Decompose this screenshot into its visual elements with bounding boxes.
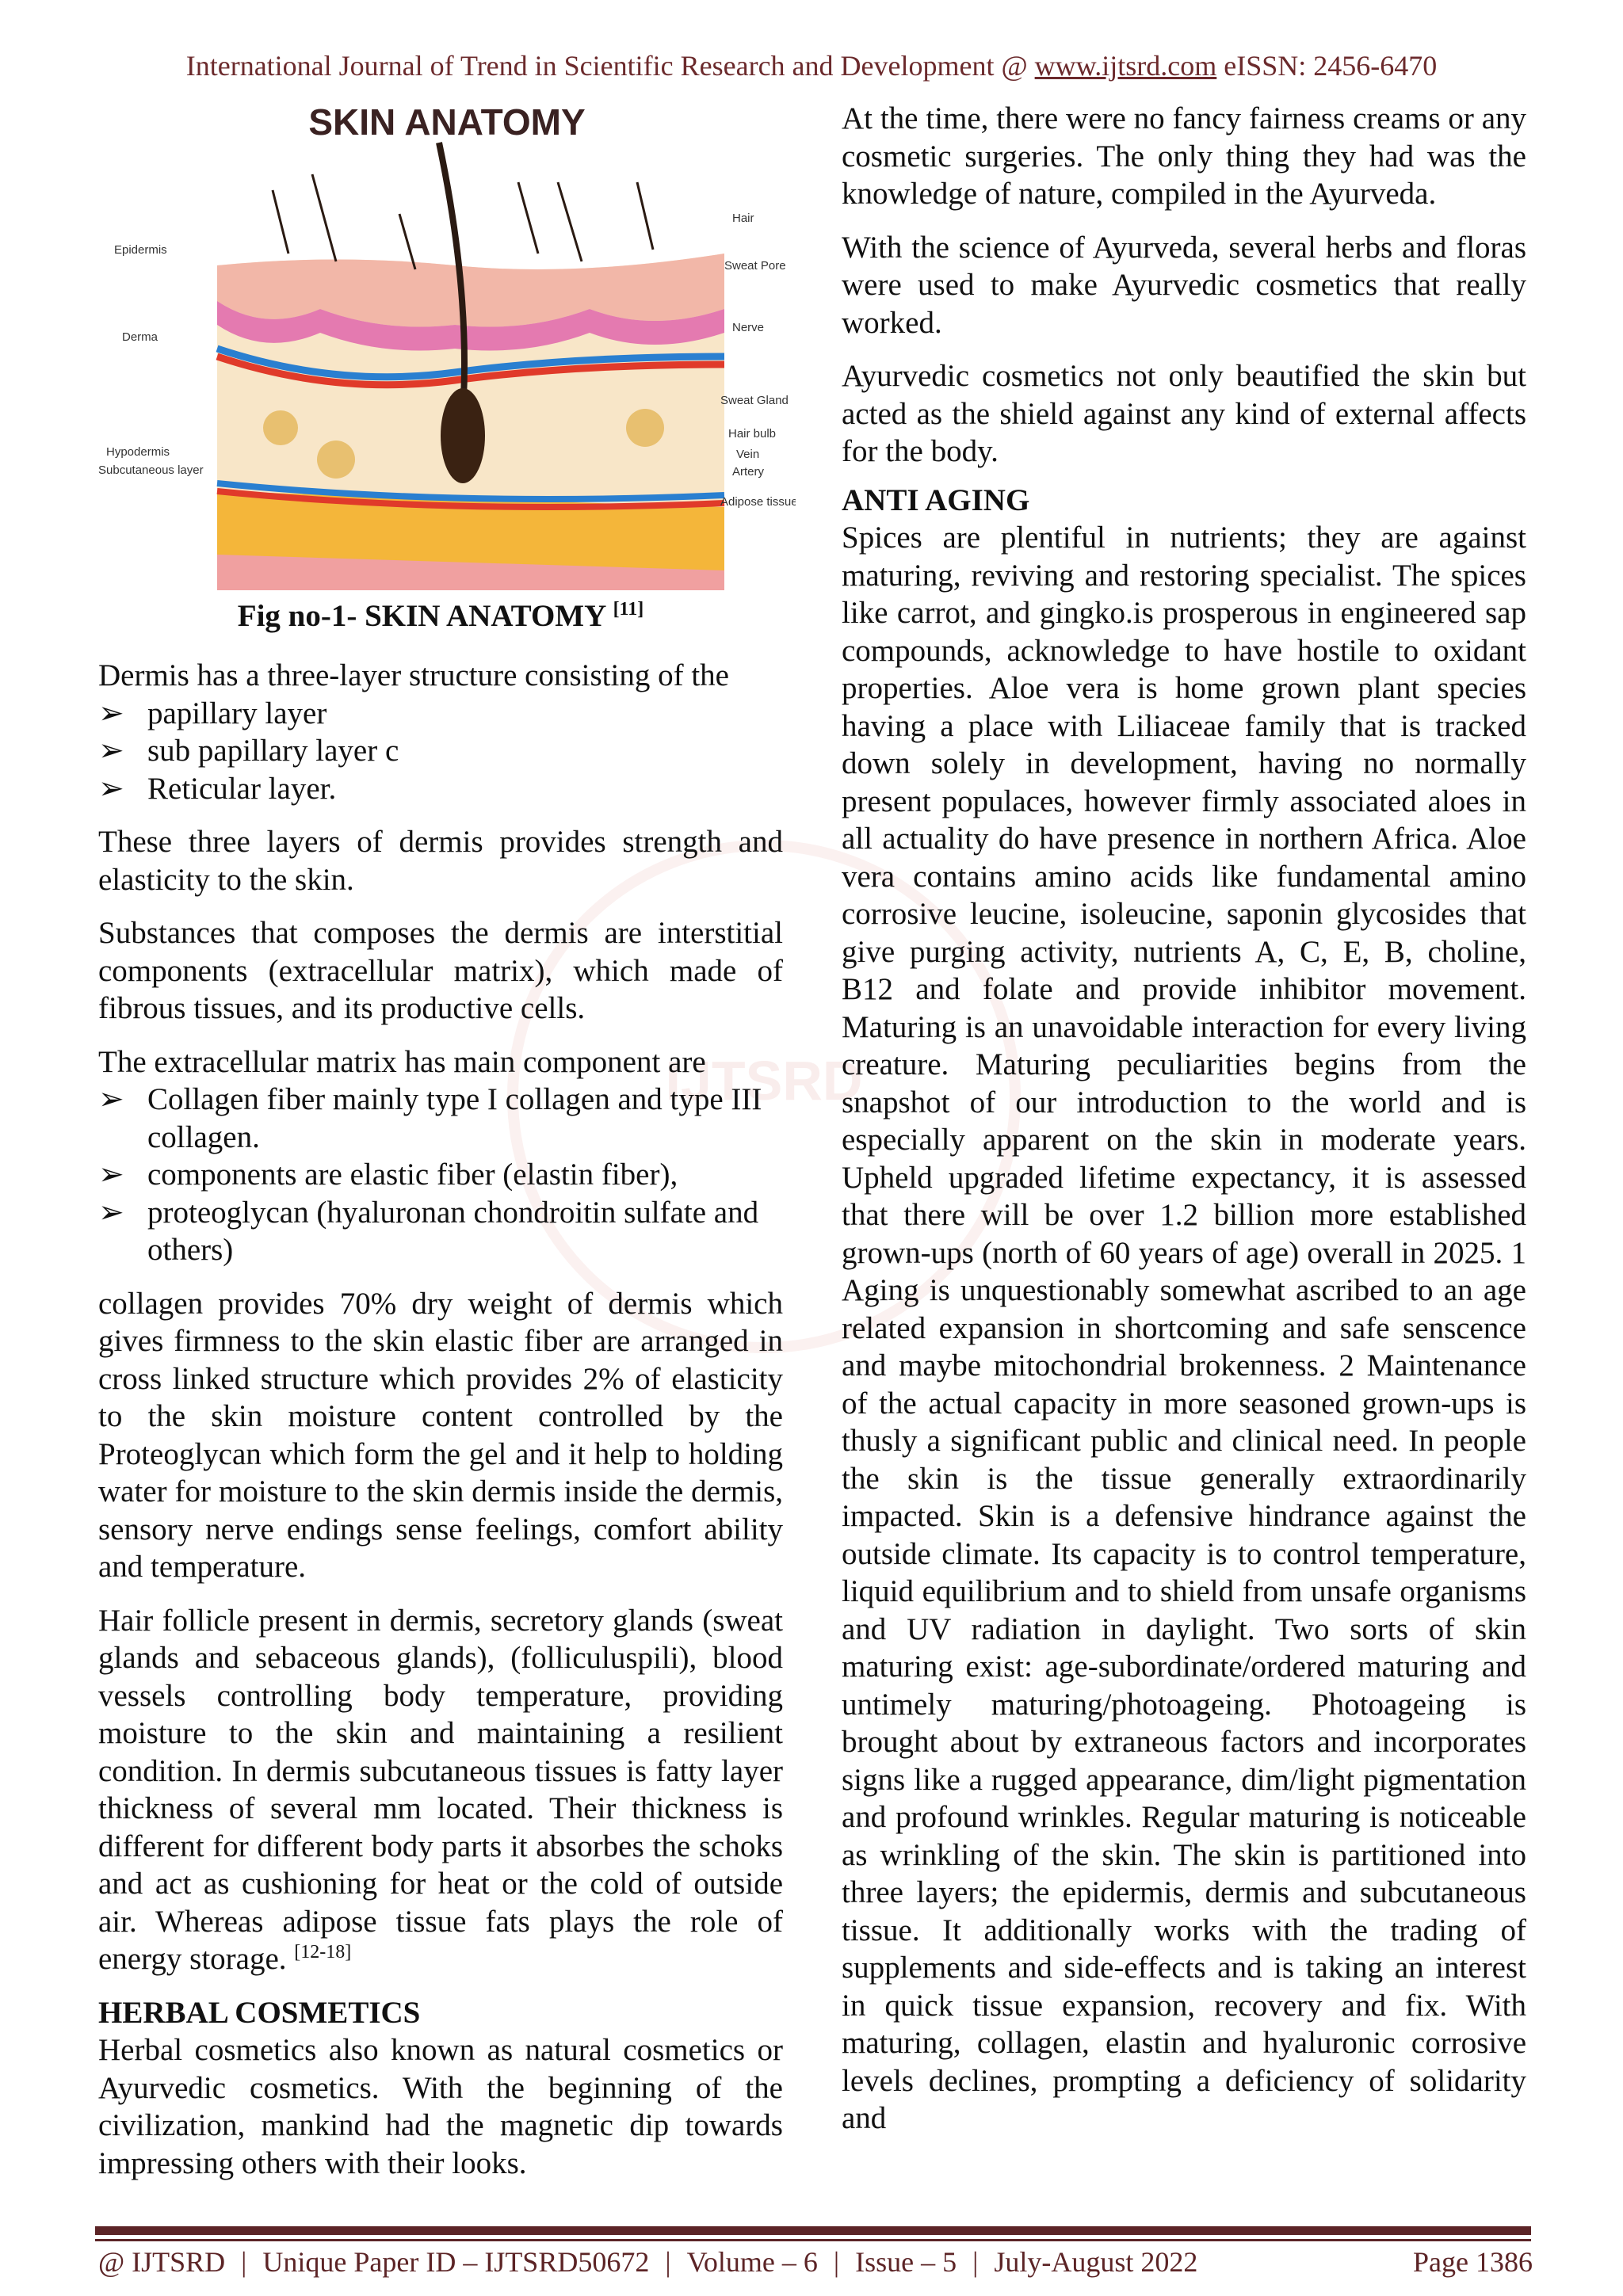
footer-rule <box>95 2226 1531 2235</box>
paragraph: Substances that composes the dermis are interstitial components (extracellular matrix), which made of fibrous tissues, and its productive cells. <box>98 916 783 1025</box>
paragraph: Ayurvedic cosmetics not only beautified the skin but acted as the shield against any kind of external affects for the body. <box>842 359 1526 468</box>
journal-link[interactable]: www.ijtsrd.com <box>1034 50 1217 82</box>
list-item <box>98 1156 783 1194</box>
label-epidermis: Epidermis <box>114 243 167 257</box>
divider: | <box>972 2246 979 2278</box>
arrow-bullet-icon: ➢ <box>98 734 124 768</box>
caption-ref: [11] <box>613 599 644 620</box>
list-item <box>98 770 783 808</box>
arrow-bullet-icon: ➢ <box>98 1158 124 1192</box>
label-sweat-gland: Sweat Gland <box>720 394 789 407</box>
label-artery: Artery <box>732 465 765 479</box>
journal-name: International Journal of Trend in Scientific Research and Development @ <box>185 50 1035 82</box>
arrow-bullet-icon: ➢ <box>98 1082 124 1116</box>
paragraph: These three layers of dermis provides strength and elasticity to the skin. <box>98 825 783 897</box>
divider: | <box>833 2246 840 2278</box>
list-text: components are elastic fiber (elastin fiber), <box>147 1158 678 1192</box>
caption-text: Fig no-1- SKIN ANATOMY <box>237 599 613 633</box>
list-item <box>98 695 783 733</box>
list-item <box>98 1194 783 1269</box>
list-text: sub papillary layer c <box>147 734 399 768</box>
paragraph: Spices are plentiful in nutrients; they are against maturing, reviving and restoring specialist. The spices like carrot, and gingko.is prosperous in engineered sap compounds, acknowledge to have hostile to oxidant properties. Aloe vera is home grown plant species having a place with Liliaceae family that is tracked down solely in development, having no normally present populaces, however firmly associated aloes in all actuality do have presence in northern Africa. Aloe vera contains amino acids like fundamental amino corrosive leucine, isoleucine, saponin glycosides that give purging activity, nutrients A, C, E, B, choline, B12 and folate and provide inhibitor movement. Maturing is an unavoidable interaction for every living creature. Maturing peculiarities begins from the snapshot of our introduction to the world and is especially apparent on the skin in moderate years. Upheld upgraded lifetime expectancy, it is assessed that there will be over 1.2 billion more established grown-ups (north of 60 years of age) overall in 2025. 1 Aging is unquestionably somewhat ascribed to an age related expansion in shortcoming and safe senscence and maybe mitochondrial brokenness. 2 Maintenance of the actual capacity in more seasoned grown-ups is thusly a significant public and clinical need. In people the skin is the tissue generally extraordinarily impacted. Skin is a defensive hindrance against the outside climate. Its capacity is to control temperature, liquid equilibrium and to shield from unsafe organisms and UV radiation in daylight. Two sorts of skin maturing exist: age-subordinate/ordered maturing and untimely maturing/photoageing. Photoageing is brought about by extraneous factors and incorporates signs like a rugged appearance, dim/light pigmentation and profound wrinkles. Regular maturing is noticeable as wrinkling of the skin. The skin is partitioned into three layers; the epidermis, dermis and subcutaneous tissue. It additionally works with the trading of supplements and side-effects and is taking an interest in quick tissue expansion, recovery and fix. With maturing, collagen, elastin and hyaluronic corrosive levels declines, prompting a deficiency of solidarity and <box>842 521 1526 2135</box>
paragraph: The extracellular matrix has main component are <box>98 1044 706 1079</box>
label-hypodermis: Hypodermis <box>106 445 170 459</box>
watermark-seal: IJTSRD <box>507 840 1021 1353</box>
running-header <box>0 49 1623 82</box>
right-column <box>842 100 1526 2153</box>
paragraph <box>98 1602 783 1978</box>
footer-paper-id: Unique Paper ID – IJTSRD50672 <box>262 2246 650 2278</box>
arrow-bullet-icon: ➢ <box>98 1195 124 1230</box>
figure-caption <box>98 598 783 634</box>
label-hair-bulb: Hair bulb <box>728 427 777 441</box>
figure-title: SKIN ANATOMY <box>308 101 586 143</box>
paragraph-text: Hair follicle present in dermis, secretory glands (sweat glands and sebaceous glands), (folliculuspili), blood vessels controlling body temperature, providing moisture to the skin and maintaining a resilient condition. In dermis subcutaneous tissues is fatty layer thickness of several mm located. Their thickness is different for different body parts it absorbes the schoks and act as cushioning for heat or the cold of outside air. Whereas adipose tissue fats plays the role of energy storage. <box>98 1603 783 1976</box>
page-number: Page 1386 <box>1413 2246 1533 2278</box>
footer-volume: Volume – 6 <box>686 2246 818 2278</box>
section-heading: HERBAL COSMETICS <box>98 1995 421 2030</box>
list-text: papillary layer <box>147 696 327 730</box>
section-heading: ANTI AGING <box>842 482 1030 517</box>
footer-issue: Issue – 5 <box>855 2246 957 2278</box>
label-adipose: Adipose tissue <box>720 495 796 509</box>
issn: eISSN: 2456-6470 <box>1216 50 1438 82</box>
citation: [12-18] <box>294 1942 352 1962</box>
footer-date: July-August 2022 <box>994 2246 1198 2278</box>
list-item <box>98 1081 783 1156</box>
list-item <box>98 732 783 770</box>
divider: | <box>241 2246 247 2278</box>
label-nerve: Nerve <box>732 321 765 334</box>
label-sweat-pore: Sweat Pore <box>724 259 786 273</box>
list-text: Collagen fiber mainly type I collagen and type III collagen. <box>147 1082 762 1154</box>
arrow-bullet-icon: ➢ <box>98 696 124 730</box>
left-column <box>98 657 783 2198</box>
paragraph: At the time, there were no fancy fairness creams or any cosmetic surgeries. The only thing they had was the knowledge of nature, compiled in the Ayurveda. <box>842 101 1526 211</box>
label-derma: Derma <box>122 330 158 344</box>
paragraph: collagen provides 70% dry weight of dermis which gives firmness to the skin elastic fiber are arranged in cross linked structure which provides 2% of elasticity to the skin moisture content controlled by the Proteoglycan which form the gel and it help to holding water for moisture to the skin dermis inside the dermis, sensory nerve endings sense feelings, comfort ability and temperature. <box>98 1286 783 1584</box>
paragraph: Dermis has a three-layer structure consisting of the <box>98 658 729 692</box>
dermis-layers-list <box>98 695 783 808</box>
footer <box>98 2245 1533 2279</box>
footer-rule-thin <box>95 2239 1531 2241</box>
divider: | <box>665 2246 671 2278</box>
list-text: Reticular layer. <box>147 771 337 806</box>
paragraph: With the science of Ayurveda, several herbs and floras were used to make Ayurvedic cosmetics that really worked. <box>842 230 1526 340</box>
skin-anatomy-figure <box>98 95 796 602</box>
label-vein: Vein <box>736 448 760 461</box>
paragraph: Herbal cosmetics also known as natural cosmetics or Ayurvedic cosmetics. With the beginning of the civilization, mankind had the magnetic dip towards impressing others with their looks. <box>98 2033 783 2180</box>
arrow-bullet-icon: ➢ <box>98 771 124 806</box>
list-text: proteoglycan (hyaluronan chondroitin sulfate and others) <box>147 1195 759 1267</box>
label-subcutaneous: Subcutaneous layer <box>98 463 204 477</box>
matrix-components-list <box>98 1081 783 1269</box>
footer-publisher: @ IJTSRD <box>98 2246 226 2278</box>
label-hair: Hair <box>732 212 754 225</box>
